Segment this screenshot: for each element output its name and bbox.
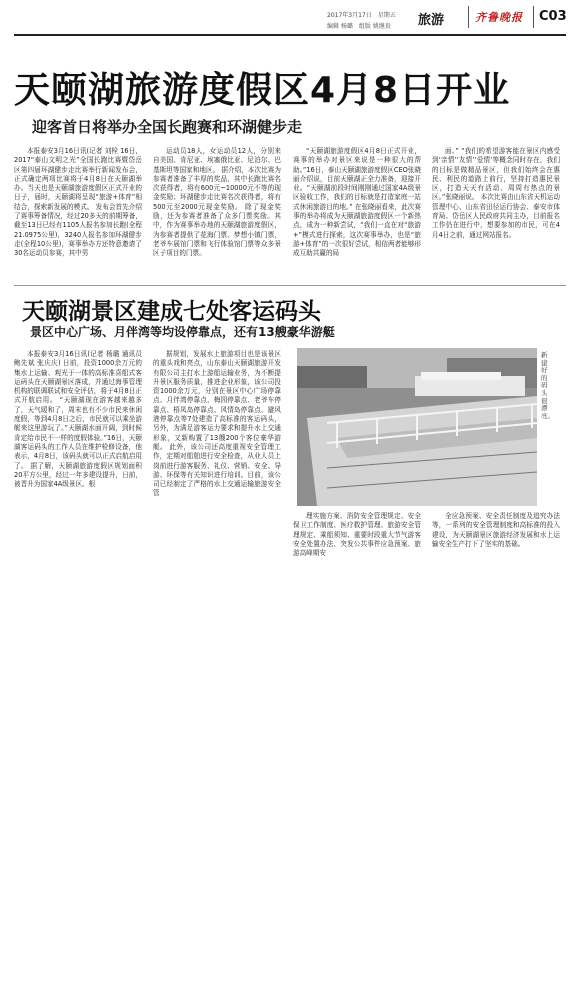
article1-col2-text: 运动员18人，女运动员12人，分别来自美国、肯尼亚、埃塞俄比亚、尼泊尔、巴基斯坦等国家和地区。 据介绍，本次比赛为参赛者准备了丰厚的奖品，其中长跑比赛名次获得者，将有600元~10000元不等的现金奖励；环湖健步走比赛名次获得者，将有500元至2000元现金奖励。 除了现金奖励，还为参赛者准备了众多门票奖励。其中，作为赛事举办地的天颐湖旅游度假区，为参赛者提供了花海门票、梦想小镇门票，老爷车展馆门票和飞行体验馆门票等众多景区子项目的门票。 <box>153 147 281 258</box>
article2-col4-text: 全应急预案、安全责任制度及追究办法等，一系列的安全管理制度和高标准的投入建设，为天颐湖景区旅游经济发展和水上运输安全生产打下了坚实的基础。 <box>432 512 560 548</box>
photo-caption: 新建好的码头很漂亮。 <box>541 351 554 420</box>
article2-col3-text: 理实施方案、消防安全管理规定、安全保卫工作制度、医疗救护管理、旅游安全管理规定、乘船须知、重要时段重大节气游客安全处置办法、突发公共事件应急预案、旅游高峰期安 <box>293 512 421 558</box>
article1-col1-text: 本报泰安3月16日讯(记者 刘栓 16日，2017“泰山文明之光”全国长跑比赛暨岱岳区第四届环湖健步走比赛举行新闻发布会，正式确定两项比赛将于4月8日在天颐湖举办。当天也是天颐湖旅游度假区正式开业的日子，届时，天颐湖将呈现“旅游+体育”相结合，探索新发展的模式。 发布会首先介绍了赛事筹备情况，经过20多天的前期筹备，截至13日已经有1105人报名参加长跑(全程21.0975公里)，3240人报名参加环湖健步走(全程10公里)，赛事举办方还特意邀请了30名运动员参赛，其中男 <box>14 147 142 258</box>
article1-headline: 天颐湖旅游度假区4月8日开业 <box>14 70 511 111</box>
section-divider <box>14 285 566 286</box>
article2-col2-text: 据规划，发展水上旅游项目也是该景区的重头戏和亮点，山东泰山天颐湖旅游开发有限公司主打水上游船运输业务，为不断提升景区服务质量，推进企业形象，该公司投资1000余万元，分别在景区中心广场停靠点、月伴湾停靠点、梅园停靠点、老爷车停靠点、梧凤岛停靠点、风情岛停靠点、避风港停靠点等7处建造了高标准的客运码头，另外，为满足游客运力要求和提升水上交通形象，又新购置了13艘200个客位豪华游艇。 此外，该公司还高度重视安全管理工作，定期对船舶进行安全检查，从业人员上岗前进行游客服务、礼仪、营销、安全、导游、环保等有关知识进行培训。目前，该公司已经制定了严格的水上交通运输旅游安全管 <box>153 350 281 498</box>
page-number: C03 <box>539 9 567 24</box>
article1-column-3 <box>293 147 421 282</box>
article1-column-4 <box>432 147 560 282</box>
article2-subhead: 景区中心广场、月伴湾等均设停靠点，还有13艘豪华游艇 <box>30 325 335 339</box>
article2-column-2 <box>153 350 281 530</box>
header-rule <box>14 34 566 36</box>
article1-col3-text: “天颐湖旅游度假区4月8日正式开业，赛事的举办对景区来说是一种很大的帮助。”16日，泰山天颐湖旅游度假区CEO张晓丽介绍说，目前天颐湖正全力准备，迎接开业。“天颐湖前段时间刚刚通过国家4A级景区验收工作，我们的目标就是打造家庭一站式休闲旅游目的地。” 在张晓丽看来，此次赛事的举办将成为天颐湖旅游度假区一个新热点，成为一种新尝试，“我们一直在对“旅游+”模式进行探索，这次赛事举办，也是“旅游+体育”的一次很好尝试，相信两者能够形成互助共赢的局 <box>293 147 421 258</box>
article1-col4-text: 面。” “我们的希望游客能在景区内感受到‘亲情’‘友情’‘爱情’等概念同时存在，我们的目标是做精品景区，但我们始终会在惠民、利民的道路上前行，坚持打造惠民景区，打造天天有活动、周周有热点的景区。”张晓丽说。 本次比赛由山东省天机运动管理中心、山东省田径运行协会、泰安市体育局、岱岳区人民政府共同主办，目前报名工作仍在进行中，想要参加的市民，可在4月4日之前，通过网站报名。 <box>432 147 560 239</box>
header-divider <box>533 6 534 28</box>
page-header <box>0 0 580 34</box>
article1-column-1 <box>14 147 142 282</box>
pier-illustration <box>297 348 537 506</box>
section-name: 旅游 <box>418 13 445 28</box>
pier-photo <box>297 348 537 506</box>
article2-column-4 <box>432 512 560 572</box>
article1-column-2 <box>153 147 281 282</box>
editor-credits: 编辑 杨璐 组版 姚继贵 <box>327 23 391 30</box>
newspaper-logo: 齐鲁晚报 <box>475 11 523 24</box>
header-divider <box>468 6 469 28</box>
article2-headline: 天颐湖景区建成七处客运码头 <box>22 299 321 325</box>
article1-subhead: 迎客首日将举办全国长跑赛和环湖健步走 <box>32 118 303 136</box>
article2-column-1 <box>14 350 142 530</box>
issue-date: 2017年3月17日 星期五 <box>327 12 396 19</box>
article2-col1-text: 本报泰安3月16日讯(记者 杨璐 通讯员 鲍先斌 张庆庆) 日前，投资1000余万元的集水上运输、观光于一体的高标准喜船式客运码头在天颐湖景区落成，并通过海事管理机构的联调联试和安全评估，将于4月8日正式开航启用。 “天颐湖现在游客越来越多了，天气暖和了，周末也有不少市民来休闲度假，等到4月8日之后，市民就可以乘坐游艇来这里游玩了。”天颐湖水面开阔，到时候肯定给市民不一样的度假体验。”16日，天颐湖客运码头的工作人员在维护检修设备，他表示，4月8日，该码头就可以正式启航启用了。 据了解，天颐湖旅游度假区规划面积20平方公里，经过一年多建设提升，日前，被晋升为国家4A级景区。根 <box>14 350 142 489</box>
article2-column-3 <box>293 512 421 572</box>
